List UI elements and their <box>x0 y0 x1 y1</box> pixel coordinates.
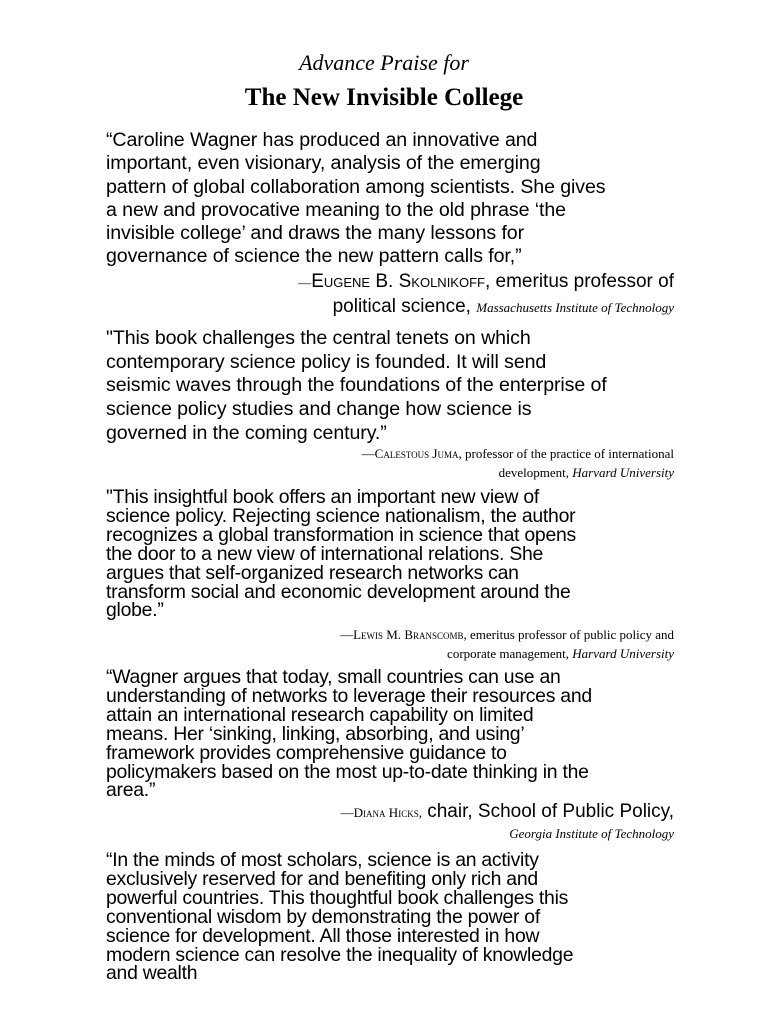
quote-line: “Wagner argues that today, small countries can use an <box>106 666 561 688</box>
quote-hicks <box>106 668 686 800</box>
quote-line: governance of science the new pattern calls for,” <box>106 245 522 268</box>
quote-line: important, even visionary, analysis of the emerging <box>106 152 541 175</box>
attribution-role: , emeritus professor of public policy and <box>463 627 674 642</box>
attribution-role-continued: development, <box>498 465 573 480</box>
attribution-institution: Harvard University <box>572 465 674 480</box>
quote-branscomb <box>106 488 686 620</box>
quote-line: attain an international research capability on limited <box>106 703 534 726</box>
quote-line: “In the minds of most scholars, science is an activity <box>106 849 539 871</box>
quote-line: contemporary science policy is founded. It will send <box>106 350 547 373</box>
quote-line: "This book challenges the central tenets on which <box>106 327 531 349</box>
quote-line: science policy studies and change how science is <box>106 398 532 421</box>
quote-line: policymakers based on the most up-to-date thinking in the <box>106 760 589 783</box>
attribution-line <box>298 295 674 320</box>
attribution-branscomb <box>340 625 674 663</box>
quote-line: recognizes a global transformation in science that opens <box>106 523 576 546</box>
attribution-line <box>362 463 674 482</box>
attribution-line <box>340 644 674 663</box>
attribution-role: emeritus professor of <box>490 271 674 292</box>
quote-line: "This insightful book offers an important new view of <box>106 486 540 508</box>
attribution-name: Eugene B. Skolnikoff, <box>311 271 491 292</box>
quote-development <box>106 851 686 983</box>
attribution-hicks <box>341 801 674 844</box>
attribution-dash: — <box>340 627 354 642</box>
attribution-institution: Harvard University <box>572 646 674 661</box>
quote-line: “Caroline Wagner has produced an innovative and <box>106 129 538 151</box>
quote-line: and wealth <box>106 962 198 985</box>
quote-line: means. Her ‘sinking, linking, absorbing, and using’ <box>106 722 525 745</box>
quote-line: framework provides comprehensive guidance to <box>106 741 507 764</box>
book-title: The New Invisible College <box>244 84 524 111</box>
quote-juma <box>106 327 686 446</box>
quote-line: science for development. All those interested in how <box>106 924 540 947</box>
attribution-dash: — <box>340 805 354 820</box>
quote-line: exclusively reserved for and benefiting only rich and <box>106 867 538 890</box>
advance-praise-kicker: Advance Praise for <box>299 50 469 75</box>
attribution-line <box>341 823 674 844</box>
attribution-line <box>340 625 674 644</box>
quote-line: argues that self-organized research networks can <box>106 561 519 584</box>
quote-line: powerful countries. This thoughtful book challenges this <box>106 886 569 909</box>
attribution-role-continued: political science, <box>332 296 477 317</box>
attribution-juma <box>362 444 674 482</box>
attribution-dash: — <box>298 275 312 290</box>
quote-line: science policy. Rejecting science nationalism, the author <box>106 504 576 527</box>
attribution-skolnikoff <box>298 270 674 320</box>
attribution-dash: — <box>361 446 375 461</box>
quote-line: seismic waves through the foundations of the enterprise of <box>106 374 607 397</box>
quote-line: pattern of global collaboration among scientists. She gives <box>106 175 606 198</box>
quote-line: governed in the coming century.” <box>106 421 387 444</box>
quote-line: a new and provocative meaning to the old phrase ‘the <box>106 198 566 221</box>
attribution-name: Calestous Juma <box>374 446 459 461</box>
quote-line: conventional wisdom by demonstrating the power of <box>106 905 540 928</box>
attribution-role-continued: corporate management, <box>447 646 573 661</box>
quote-skolnikoff <box>106 129 686 269</box>
attribution-name: Lewis M. Branscomb <box>353 627 464 642</box>
attribution-role: chair, School of Public Policy, <box>421 801 674 822</box>
attribution-name: Diana Hicks, <box>353 805 422 820</box>
quote-line: globe.” <box>106 599 164 622</box>
attribution-line <box>362 444 674 463</box>
quote-line: transform social and economic development around the <box>106 580 571 603</box>
quote-line: the door to a new view of international relations. She <box>106 542 544 565</box>
quote-line: understanding of networks to leverage their resources and <box>106 684 592 707</box>
quote-line: area.” <box>106 779 156 802</box>
quote-line: invisible college’ and draws the many lessons for <box>106 222 525 245</box>
attribution-line <box>298 270 674 295</box>
quote-line: modern science can resolve the inequality of knowledge <box>106 943 574 966</box>
attribution-institution: Massachusetts Institute of Technology <box>476 300 674 315</box>
attribution-line <box>341 801 674 823</box>
attribution-role: , professor of the practice of international <box>458 446 674 461</box>
attribution-institution: Georgia Institute of Technology <box>509 826 674 841</box>
